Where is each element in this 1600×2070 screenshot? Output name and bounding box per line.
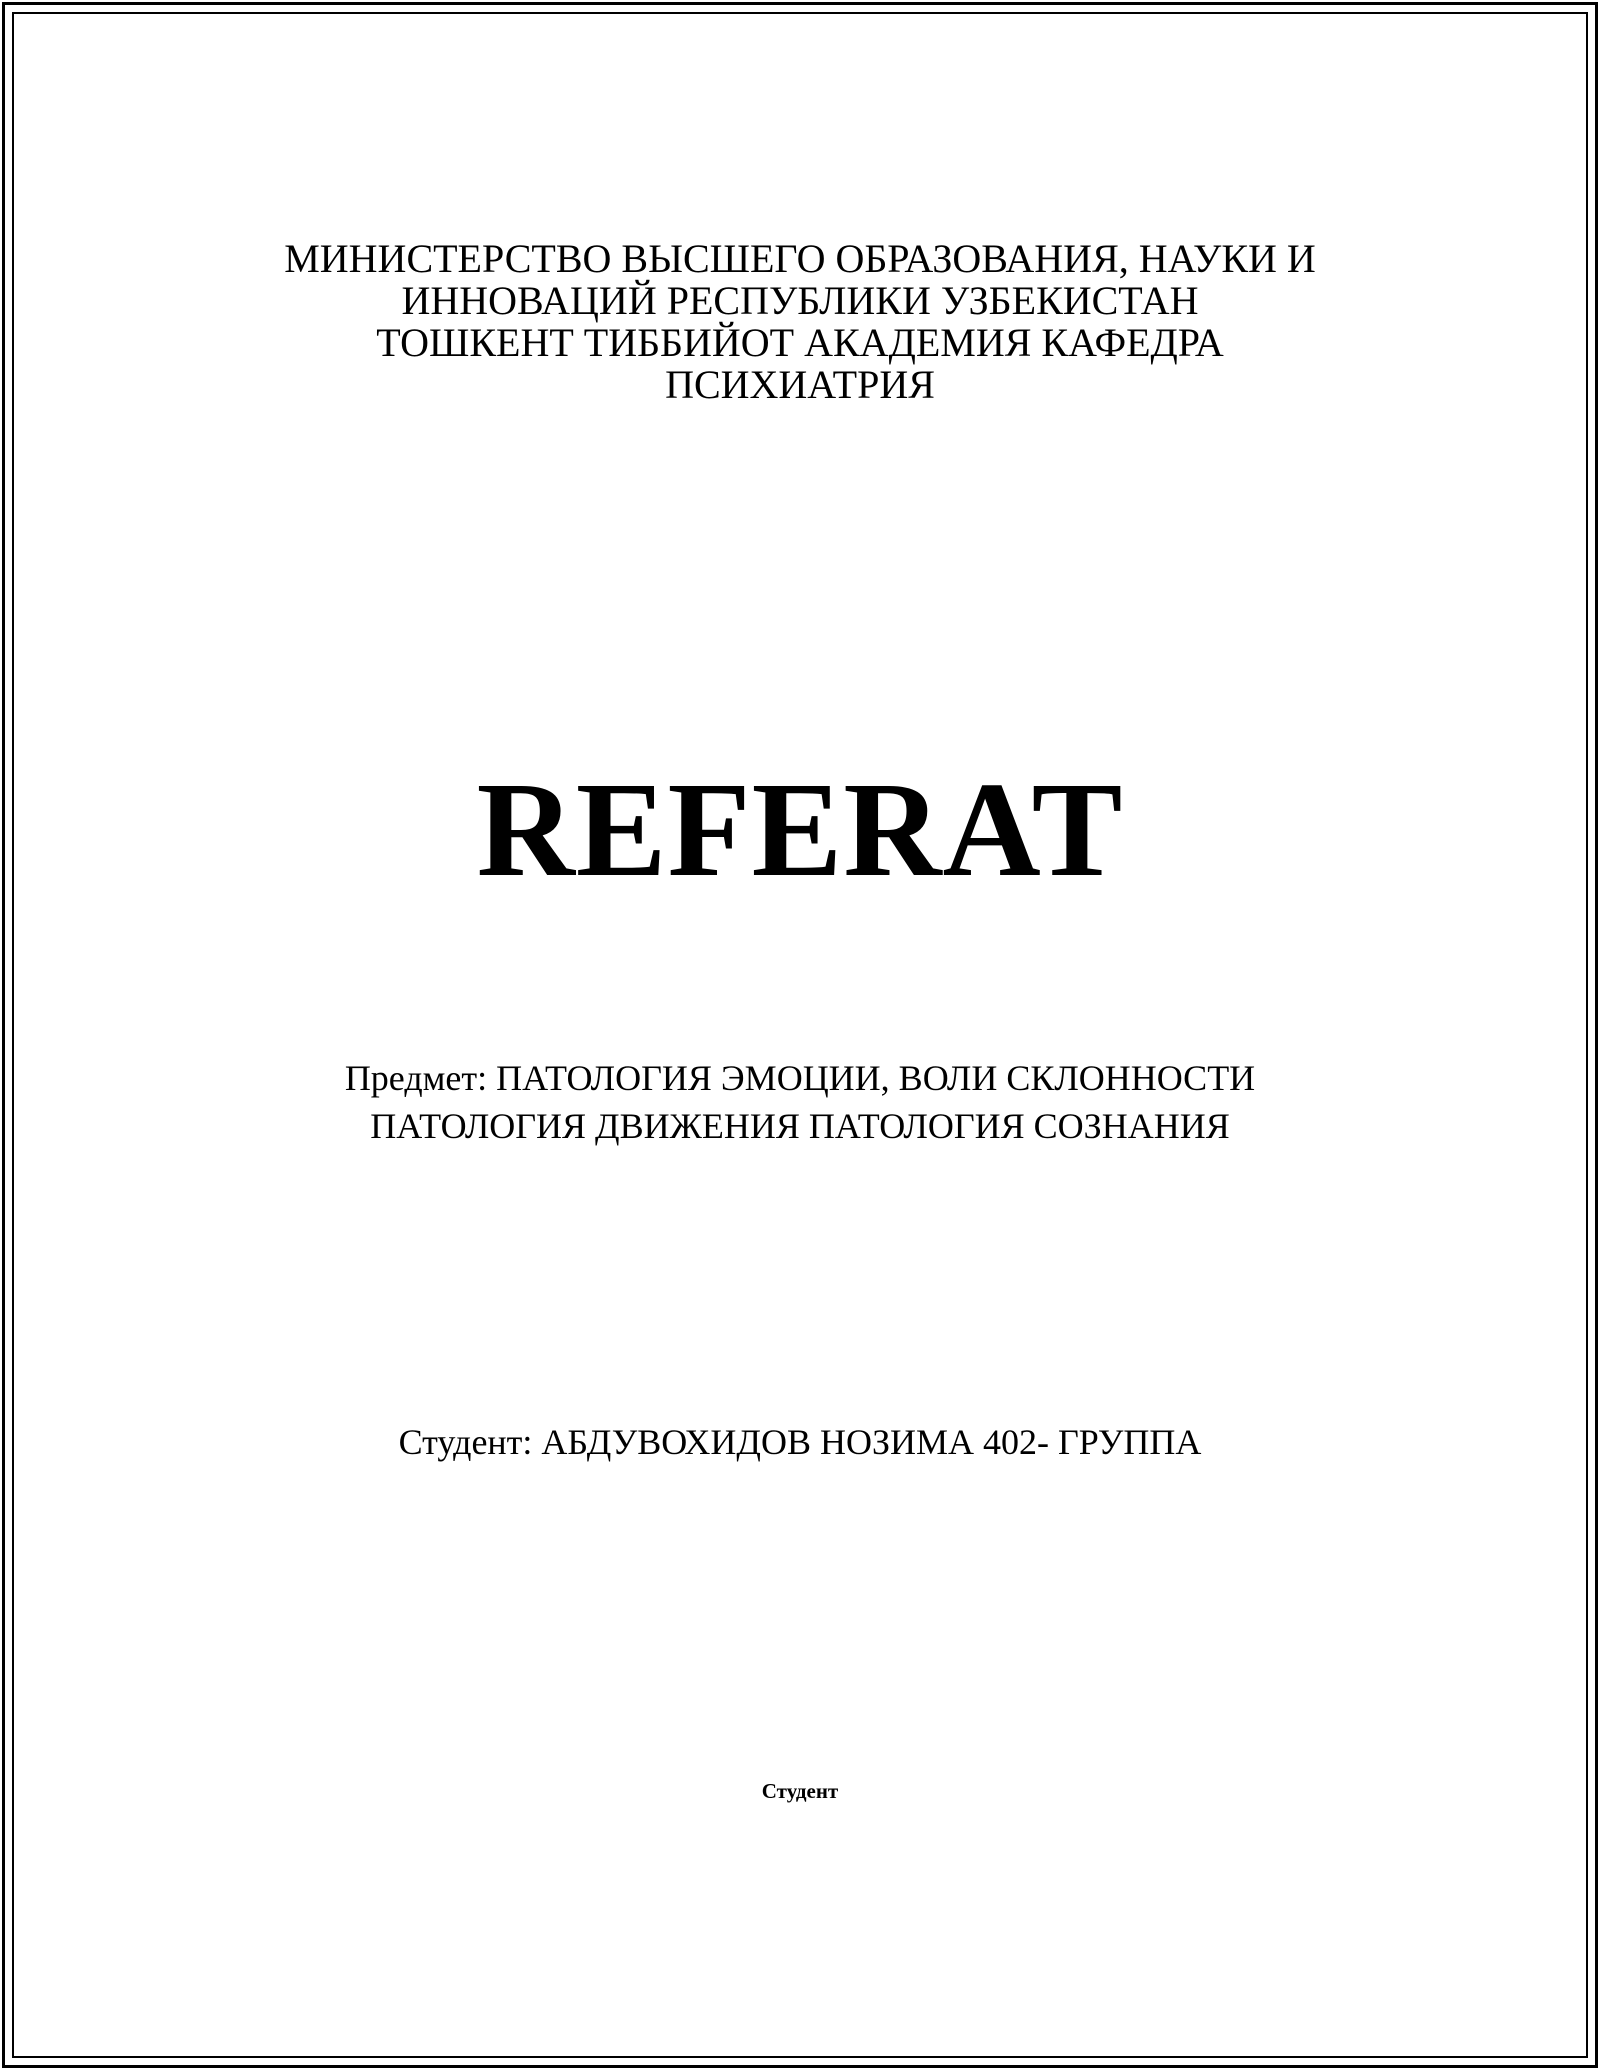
header-line-2: ИННОВАЦИЙ РЕСПУБЛИКИ УЗБЕКИСТАН bbox=[401, 278, 1199, 323]
subject-line-1: Предмет: ПАТОЛОГИЯ ЭМОЦИИ, ВОЛИ СКЛОННОСТИ bbox=[344, 1058, 1256, 1098]
signature-label: Студент bbox=[761, 1779, 839, 1803]
institution-header bbox=[0, 238, 1600, 406]
student-info: Студент: АБДУВОХИДОВ НОЗИМА 402- ГРУППА bbox=[398, 1422, 1202, 1462]
header-line-4: ПСИХИАТРИЯ bbox=[665, 362, 935, 407]
header-line-1: МИНИСТЕРСТВО ВЫСШЕГО ОБРАЗОВАНИЯ, НАУКИ И bbox=[284, 236, 1316, 281]
subject-line-2: ПАТОЛОГИЯ ДВИЖЕНИЯ ПАТОЛОГИЯ СОЗНАНИЯ bbox=[370, 1106, 1230, 1146]
subject-block bbox=[0, 1054, 1600, 1150]
header-line-3: ТОШКЕНТ ТИББИЙОТ АКАДЕМИЯ КАФЕДРА bbox=[376, 320, 1224, 365]
document-title: REFERAT bbox=[476, 755, 1124, 905]
